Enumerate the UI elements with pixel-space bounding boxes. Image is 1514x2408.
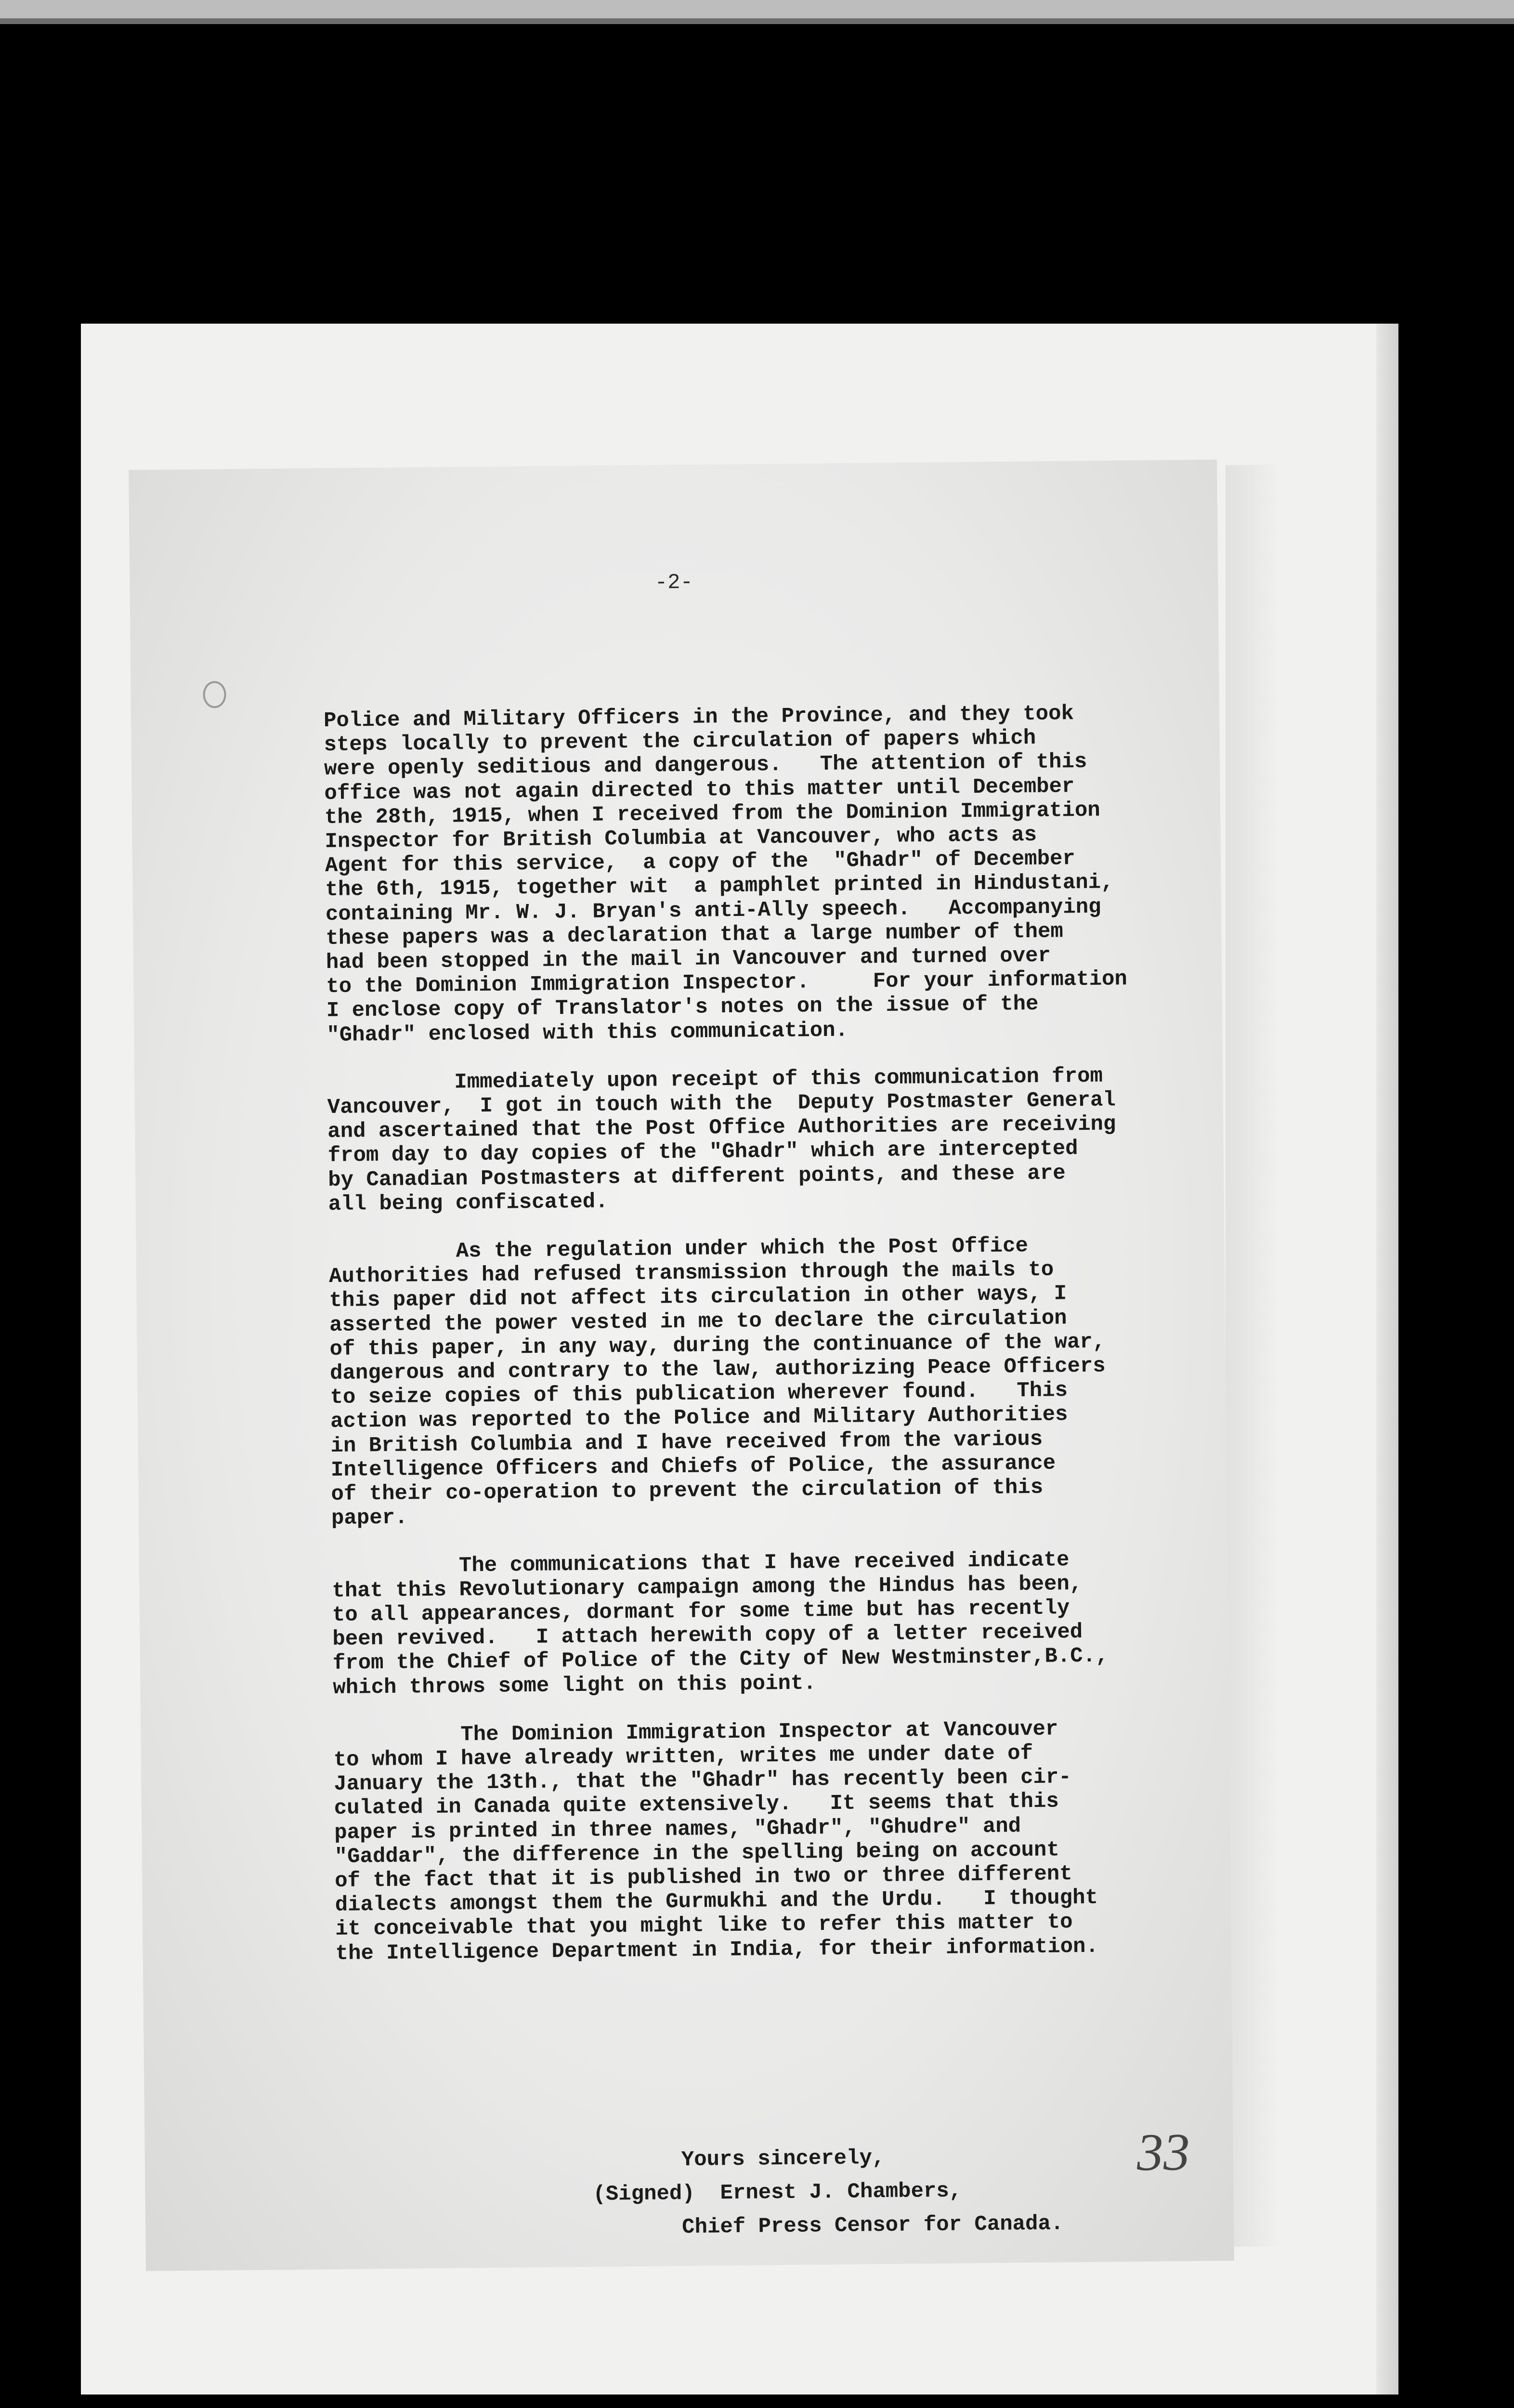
film-top-shadow — [0, 18, 1514, 24]
paragraph-1: Police and Military Officers in the Province, and they took steps locally to prevent the circulation of papers which were openly seditious and dangerous. The attention of this office was not again directed to this matter until December the 28th, 1915, when I received from the Dominion Immigration Inspector for British Columbia at Vancouver, who acts as Agent for this service, a copy of the "Ghadr" of December the 6th, 1915, together wit a pamphlet printed in Hindustani, containing Mr. W. J. Bryan's anti-Ally speech. Accompanying these papers was a declaration that a large number of them had been stopped in the mail in Vancouver and turned over to the Dominion Immigration Inspector. For your information I enclose copy of Translator's notes on the issue of the "Ghadr" enclosed with this communication. — [323, 702, 1128, 1047]
letter-edge — [1226, 464, 1279, 2247]
paragraph-5: The Dominion Immigration Inspector at Vancouver to whom I have already written, writes me under date of January the 13th., that the "Ghadr" has recently been cir- culated in Canada quite extensively. It seems that this paper is printed in three names, "Ghadr", "Ghudre" and "Gaddar", the difference in the spelling being on account of the fact that it is published in two or three different dialects amongst them the Gurmukhi and the Urdu. I thought it conceivable that you might like to refer this matter to the Intelligence Department in India, for their information. — [333, 1717, 1099, 1966]
paragraph-4: The communications that I have received indicate that this Revolutionary campaign among the Hindus has been, to all appearances, dormant for some time but has recently been revived. I attach herewith copy of a letter received from the Chief of Police of the City of New Westminster,B.C., which throws some light on this point. — [331, 1547, 1109, 1700]
signature-block — [338, 2138, 1196, 2248]
paragraph-2: Immediately upon receipt of this communication from Vancouver, I got in touch with the Deputy Postmaster General and ascertained that the Post Office Authorities are receiving from day to day copies of the "Ghadr" which are intercepted by Canadian Postmasters at different points, and these are all being confiscated. — [327, 1064, 1116, 1217]
title-line: Chief Press Censor for Canada. — [681, 2212, 1064, 2240]
closing-salutation: Yours sincerely, — [681, 2146, 885, 2172]
page-number: -2- — [654, 570, 693, 595]
backing-sheet-edge — [1376, 324, 1398, 2395]
margin-mark — [203, 681, 226, 708]
film-top-strip — [0, 0, 1514, 18]
paragraph-3: As the regulation under which the Post Office Authorities had refused transmission through the mails to this paper did not affect its circulation in other ways, I asserted the power vested in me to declare the circulation of this paper, in any way, during the continuance of the war, dangerous and contrary to the law, authorizing Peace Officers to seize copies of this publication wherever found. This action was reported to the Police and Military Authorities in British Columbia and I have received from the various Intelligence Officers and Chiefs of Police, the assurance of their co-operation to prevent the circulation of this paper. — [328, 1234, 1106, 1531]
folio-number: 33 — [1136, 2122, 1190, 2182]
signed-line: (Signed) Ernest J. Chambers, — [593, 2179, 962, 2207]
letter-page — [129, 459, 1234, 2271]
